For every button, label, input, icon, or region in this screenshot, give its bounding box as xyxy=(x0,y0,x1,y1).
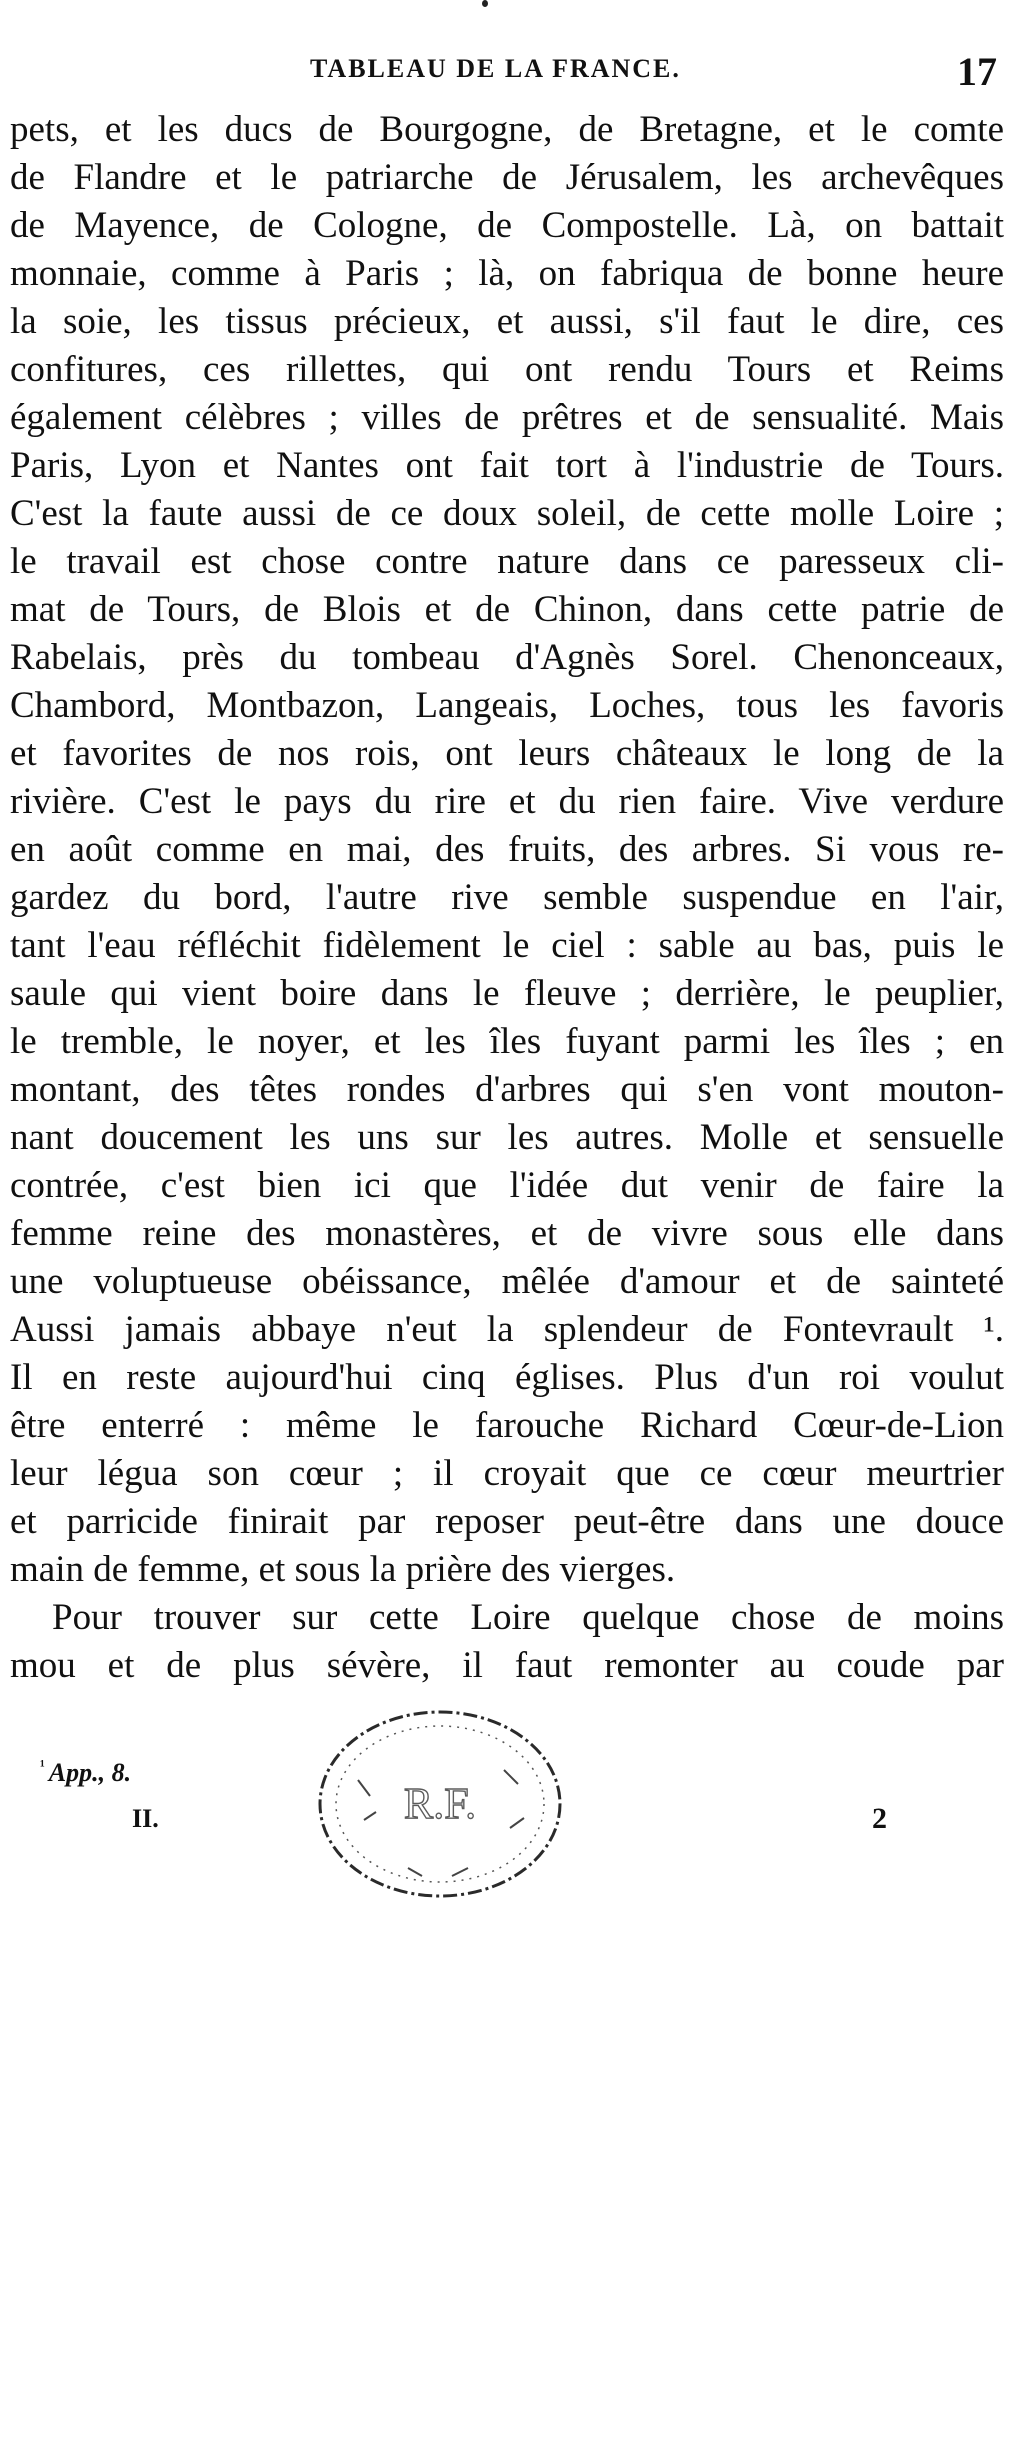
text-line: Paris, Lyon et Nantes ont fait tort à l'industrie de Tours. xyxy=(10,445,1004,486)
signature-mark: II. xyxy=(132,1804,159,1833)
text-line: mou et de plus sévère, il faut remonter au coude par xyxy=(10,1645,1004,1686)
text-line-paragraph-end: main de femme, et sous la prière des vierges. xyxy=(10,1549,676,1590)
text-line: monnaie, comme à Paris ; là, on fabriqua de bonne heure xyxy=(10,253,1004,294)
text-line: également célèbres ; villes de prêtres et de sensualité. Mais xyxy=(10,397,1004,438)
text-line: le tremble, le noyer, et les îles fuyant parmi les îles ; en xyxy=(10,1021,1004,1062)
text-line: pets, et les ducs de Bourgogne, de Bretagne, et le comte xyxy=(10,109,1004,150)
text-line: saule qui vient boire dans le fleuve ; derrière, le peuplier, xyxy=(10,973,1004,1014)
text-line: Aussi jamais abbaye n'eut la splendeur de Fontevrault ¹. xyxy=(10,1309,1004,1350)
stamp-text: R.F. xyxy=(403,1779,477,1828)
footnote xyxy=(40,1758,131,1788)
text-line: et favorites de nos rois, ont leurs châteaux le long de la xyxy=(10,733,1004,774)
text-line: de Mayence, de Cologne, de Compostelle. Là, on battait xyxy=(10,205,1004,246)
running-head xyxy=(0,48,1023,94)
text-line: une voluptueuse obéissance, mêlée d'amour et de sainteté xyxy=(10,1261,1004,1302)
body-text xyxy=(10,106,1004,1690)
footnote-marker: ¹ xyxy=(40,1758,45,1776)
text-line: montant, des têtes rondes d'arbres qui s'en vont mouton- xyxy=(10,1069,1004,1110)
text-line: mat de Tours, de Blois et de Chinon, dans cette patrie de xyxy=(10,589,1004,630)
text-line: et parricide finirait par reposer peut-être dans une douce xyxy=(10,1501,1004,1542)
text-line: nant doucement les uns sur les autres. Molle et sensuelle xyxy=(10,1117,1004,1158)
library-stamp xyxy=(312,1700,568,1900)
text-line: C'est la faute aussi de ce doux soleil, de cette molle Loire ; xyxy=(10,493,1004,534)
text-line-paragraph-start: Pour trouver sur cette Loire quelque chose de moins xyxy=(52,1597,1004,1638)
text-line: gardez du bord, l'autre rive semble suspendue en l'air, xyxy=(10,877,1004,918)
text-line: contrée, c'est bien ici que l'idée dut venir de faire la xyxy=(10,1165,1004,1206)
text-line: femme reine des monastères, et de vivre sous elle dans xyxy=(10,1213,1004,1254)
text-line: en août comme en mai, des fruits, des arbres. Si vous re- xyxy=(10,829,1004,870)
ink-speck xyxy=(482,0,488,7)
text-line: le travail est chose contre nature dans ce paresseux cli- xyxy=(10,541,1004,582)
running-title: TABLEAU DE LA FRANCE. xyxy=(310,54,681,83)
text-line: être enterré : même le farouche Richard Cœur-de-Lion xyxy=(10,1405,1004,1446)
text-line: de Flandre et le patriarche de Jérusalem, les archevêques xyxy=(10,157,1004,198)
text-line: tant l'eau réfléchit fidèlement le ciel : sable au bas, puis le xyxy=(10,925,1004,966)
text-line: confitures, ces rillettes, qui ont rendu Tours et Reims xyxy=(10,349,1004,390)
text-line: Chambord, Montbazon, Langeais, Loches, tous les favoris xyxy=(10,685,1004,726)
page-number: 17 xyxy=(957,49,997,94)
text-line: Il en reste aujourd'hui cinq églises. Plus d'un roi voulut xyxy=(10,1357,1004,1398)
sheet-number: 2 xyxy=(872,1802,887,1835)
text-line: la soie, les tissus précieux, et aussi, s'il faut le dire, ces xyxy=(10,301,1004,342)
text-line: rivière. C'est le pays du rire et du rien faire. Vive verdure xyxy=(10,781,1004,822)
footnote-text: App., 8. xyxy=(48,1758,132,1787)
text-line: leur légua son cœur ; il croyait que ce cœur meurtrier xyxy=(10,1453,1004,1494)
text-line: Rabelais, près du tombeau d'Agnès Sorel. Chenonceaux, xyxy=(10,637,1004,678)
